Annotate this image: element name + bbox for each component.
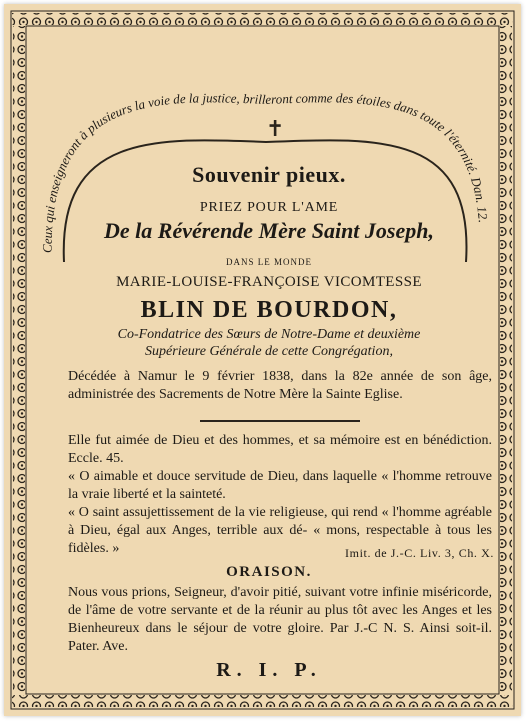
deces-paragraph [68, 368, 492, 404]
arc-text: Ceux qui enseigneront à plusieurs la voie de la justice, brilleront comme des étoiles dans toute l'éternité. Dan. 12. [39, 90, 491, 253]
oraison-title: ORAISON. [226, 564, 312, 580]
reverend-name: De la Révérende Mère Saint Joseph, [104, 218, 434, 243]
oraison-text: Nous vous prions, Seigneur, d'avoir pitié, suivant votre infinie miséricorde, de l'âme de votre servante et de la réunir au plus tôt avec les Anges et les Bienheureux dans le séjour de votre gloire. Par J.-C N. S. Ainsi soit-il. Pater. Ave. [68, 585, 492, 654]
memorial-card [4, 4, 521, 716]
quote-3: « O saint assujettissement de la vie religieuse, qui rend « l'homme agréable à Dieu, égal aux Anges, terrible aux dé- « mons, respectable à tous les fidèles. » [68, 505, 492, 556]
imitation-citation: Imit. de J.-C. Liv. 3, Ch. X. [345, 546, 494, 560]
cofondatrice-line-1: Co-Fondatrice des Sœurs de Notre-Dame et deuxième [117, 327, 421, 342]
cofondatrice-text [44, 326, 494, 360]
pray-line: PRIEZ POUR L'AME [199, 200, 339, 215]
oraison-paragraph [68, 584, 492, 656]
quote-1: Elle fut aimée de Dieu et des hommes, et sa mémoire est en bénédiction. Eccle. 45. [68, 433, 492, 466]
full-name: MARIE-LOUISE-FRANÇOISE VICOMTESSE [116, 274, 422, 290]
cross-icon: ✝ [266, 117, 285, 142]
rip-line: R. I. P. [216, 659, 322, 681]
quotes-paragraph [68, 432, 492, 558]
dans-le-monde: DANS LE MONDE [226, 257, 312, 267]
divider-rule [200, 420, 360, 422]
quote-2: « O aimable et douce servitude de Dieu, dans laquelle « l'homme retrouve la vraie liberté et la sainteté. [68, 469, 492, 502]
cofondatrice-line-2: Supérieure Générale de cette Congrégation, [145, 344, 393, 359]
surname: BLIN DE BOURDON, [140, 297, 398, 323]
card-title: Souvenir pieux. [192, 162, 346, 187]
deces-text: Décédée à Namur le 9 février 1838, dans la 82e année de son âge, administrée des Sacrements de Notre Mère la Sainte Eglise. [68, 369, 492, 402]
